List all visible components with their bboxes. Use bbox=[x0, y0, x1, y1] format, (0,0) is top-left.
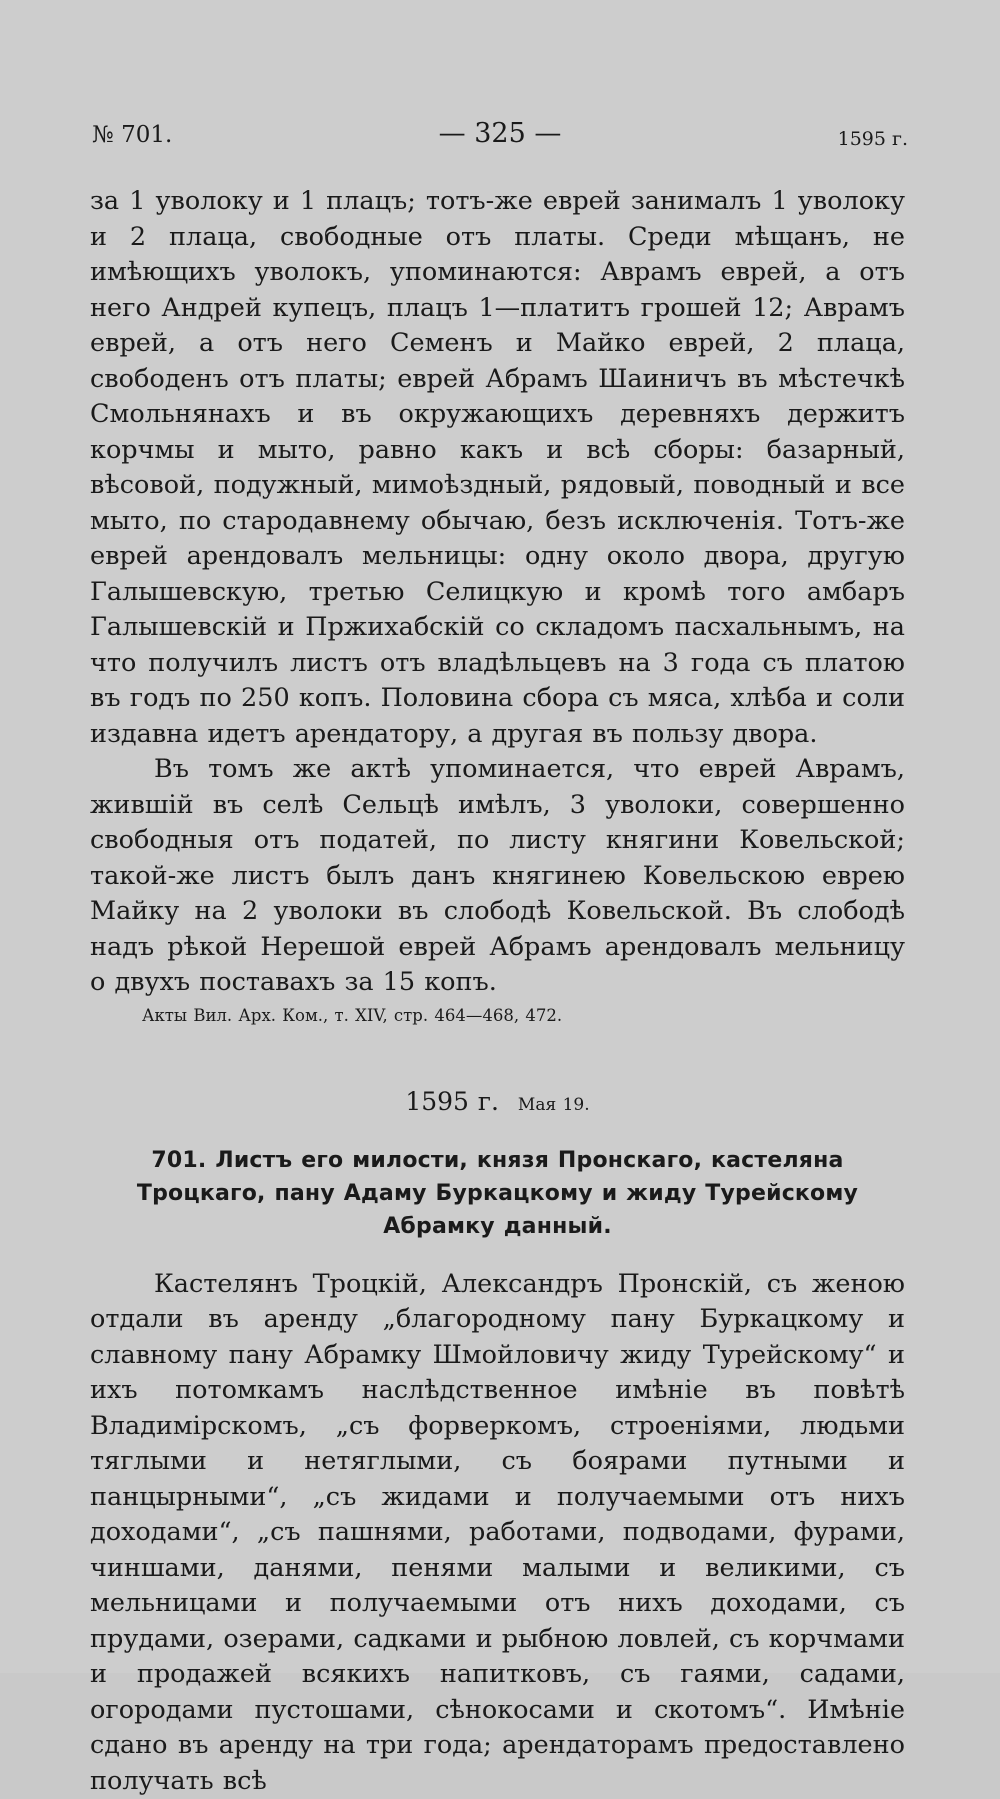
header-year: 1595 г. bbox=[838, 128, 908, 150]
page-body bbox=[90, 184, 905, 1799]
document-text: Кастелянъ Троцкій, Александръ Пронскій, съ женою отдали въ аренду „благородному пану Буркацкому и славному пану Абрамку Шмойловичу жиду Турейскому“ и ихъ потомкамъ наслѣдственное имѣніе въ повѣтѣ Владимірскомъ, „съ форверкомъ, строеніями, людьми тяглыми и нетяглыми, съ боярами путными и панцырными“, „съ жидами и получаемыми отъ нихъ доходами“, „съ пашнями, работами, подводами, фурами, чиншами, данями, пенями малыми и великими, съ мельницами и получаемыми отъ нихъ доходами, съ прудами, озерами, садками и рыбною ловлей, съ корчмами и продажей всякихъ напитковъ, съ гаями, садами, огородами пустошами, сѣнокосами и скотомъ“. Имѣніе сдано въ аренду на три года; арендаторамъ предоставлено получать всѣ bbox=[90, 1267, 905, 1799]
page-number: — 325 — bbox=[92, 118, 908, 149]
page-header bbox=[92, 122, 908, 156]
source-reference: Акты Вил. Арх. Ком., т. XIV, стр. 464—468, 472. bbox=[90, 1003, 905, 1029]
document-title: 701. Листъ его милости, князя Пронскаго, кастеляна Троцкаго, пану Адаму Буркацкому и жиду Турейскому Абрамку данный. bbox=[90, 1144, 905, 1243]
section-date: Мая 19. bbox=[518, 1095, 590, 1115]
paragraph: Въ томъ же актѣ упоминается, что еврей Аврамъ, жившій въ селѣ Сельцѣ имѣлъ, 3 уволоки, совершенно свободныя отъ податей, по листу княгини Ковельской; такой-же листъ былъ данъ княгинею Ковельскою еврею Майку на 2 уволоки въ слободѣ Ковельской. Въ слободѣ надъ рѣкой Нерешой еврей Абрамъ арендовалъ мельницу о двухъ поставахъ за 15 копъ. bbox=[90, 752, 905, 1001]
section-year: 1595 г. bbox=[405, 1087, 499, 1116]
section-date-line bbox=[90, 1085, 905, 1122]
paragraph-continued: за 1 уволоку и 1 плацъ; тотъ-же еврей занималъ 1 уволоку и 2 плаца, свободные отъ платы. Среди мѣщанъ, не имѣющихъ уволокъ, упоминаются: Аврамъ еврей, а отъ него Андрей купецъ, плацъ 1—платитъ грошей 12; Аврамъ еврей, а отъ него Семенъ и Майко еврей, 2 плаца, свободенъ отъ платы; еврей Абрамъ Шаиничъ въ мѣстечкѣ Смольнянахъ и въ окружающихъ деревняхъ держитъ корчмы и мыто, равно какъ и всѣ сборы: базарный, вѣсовой, подужный, мимоѣздный, рядовый, поводный и все мыто, по стародавнему обычаю, безъ исключенія. Тотъ-же еврей арендовалъ мельницы: одну около двора, другую Галышевскую, третью Селицкую и кромѣ того амбаръ Галышевскій и Пржихабскій со складомъ пасхальнымъ, на что получилъ листъ отъ владѣльцевъ на 3 года съ платою въ годъ по 250 копъ. Половина сбора съ мяса, хлѣба и соли издавна идетъ арендатору, а другая въ пользу двора. bbox=[90, 184, 905, 752]
document-number: № 701. bbox=[92, 122, 172, 148]
